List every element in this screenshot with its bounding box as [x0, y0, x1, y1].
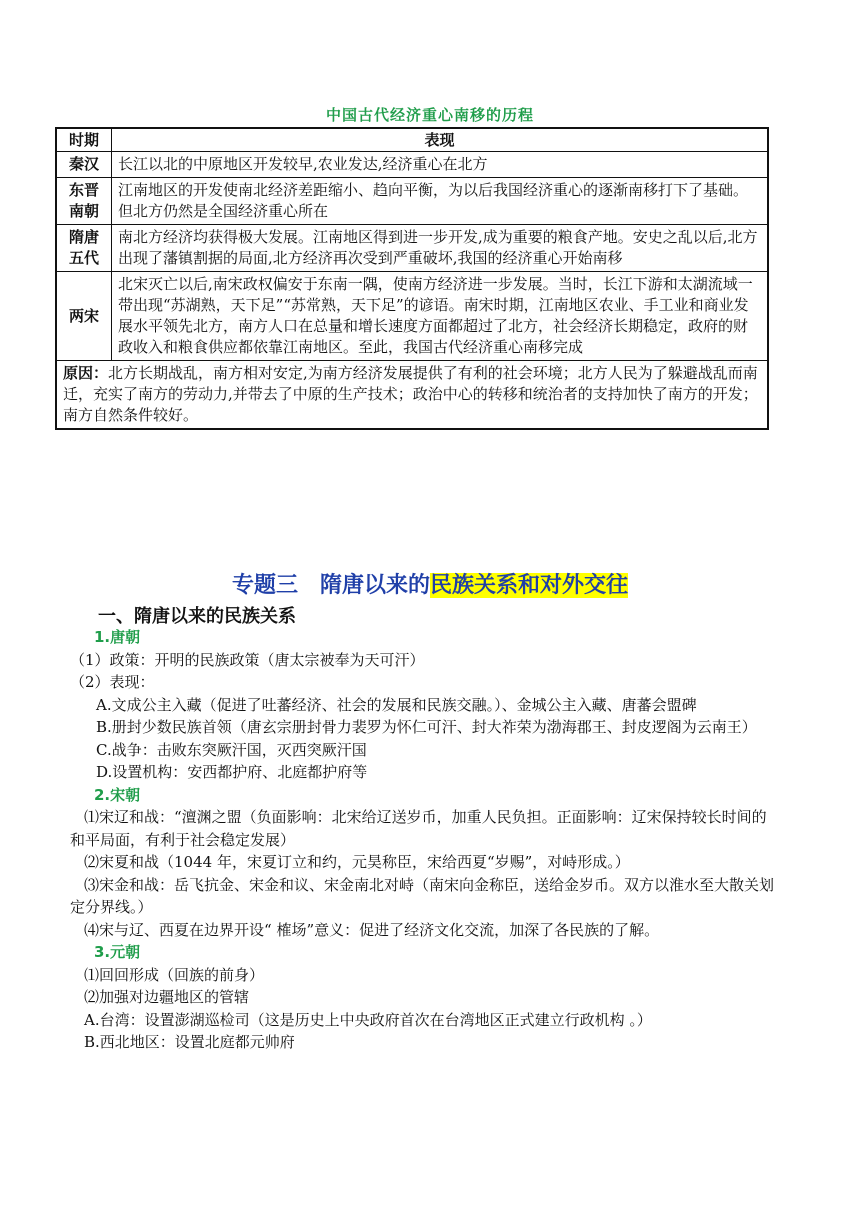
period-cell — [56, 178, 112, 225]
section-heading: 一、隋唐以来的民族关系 — [98, 606, 296, 627]
paragraph: ⑴宋辽和战：“澶渊之盟（负面影响：北宋给辽送岁币，加重人民负担。正面影响：辽宋保持较长时间的和平局面，有利于社会稳定发展） — [70, 808, 767, 849]
reason-cell — [56, 361, 768, 430]
table-row — [56, 152, 768, 178]
topic-heading — [0, 568, 860, 599]
paragraph: ⑴回回形成（回族的前身） — [84, 965, 265, 984]
paragraph: A.文成公主入藏（促进了吐蕃经济、社会的发展和民族交融。）、金城公主入藏、唐蕃会盟碑 — [96, 695, 697, 714]
period-label-2: 南朝 — [68, 202, 99, 220]
reason-row — [56, 361, 768, 430]
content-cell: 北宋灭亡以后,南宋政权偏安于东南一隅，使南方经济进一步发展。当时，长江下游和太湖流域一带出现“苏湖熟，天下足”“苏常熟，天下足”的谚语。南宋时期，江南地区农业、手工业和商业发展水平领先北方，南方人口在总量和增长速度方面都超过了北方，社会经济长期稳定，政府的财政收入和粮食供应都依靠江南地区。至此，我国古代经济重心南移完成 — [112, 272, 769, 361]
paragraph: B.西北地区：设置北庭都元帅府 — [84, 1033, 295, 1051]
content-cell: 江南地区的开发使南北经济差距缩小、趋向平衡，为以后我国经济重心的逐渐南移打下了基础。但北方仍然是全国经济重心所在 — [112, 178, 769, 225]
period-label: 两宋 — [68, 306, 99, 325]
header-period: 时期 — [56, 128, 112, 152]
paragraph: （1）政策：开明的民族政策（唐太宗被奉为天可汗） — [70, 650, 425, 669]
paragraph: B.册封少数民族首领（唐玄宗册封骨力裴罗为怀仁可汗、封大祚荣为渤海郡王、封皮逻阁为云南王） — [96, 718, 757, 736]
table-title: 中国古代经济重心南移的历程 — [325, 106, 534, 124]
table-row — [56, 178, 768, 225]
body-text — [70, 626, 780, 1054]
header-content: 表现 — [112, 128, 769, 152]
period-cell — [56, 225, 112, 272]
paragraph: C.战争：击败东突厥汗国，灭西突厥汗国 — [96, 740, 367, 759]
reason-label: 原因： — [63, 364, 109, 382]
period-cell — [56, 272, 112, 361]
period-label-2: 五代 — [68, 249, 99, 267]
history-table — [55, 127, 769, 430]
paragraph: ⑷宋与辽、西夏在边界开设“ 榷场”意义：促进了经济文化交流，加深了各民族的了解。 — [84, 920, 660, 939]
subheading-song: 2.宋朝 — [94, 785, 141, 804]
content-cell: 南北方经济均获得极大发展。江南地区得到进一步开发,成为重要的粮食产地。安史之乱以后,北方出现了藩镇割据的局面,北方经济再次受到严重破坏,我国的经济重心开始南移 — [112, 225, 769, 272]
content-cell: 长江以北的中原地区开发较早,农业发达,经济重心在北方 — [112, 152, 769, 178]
period-cell — [56, 152, 112, 178]
period-label: 秦汉 — [68, 155, 99, 173]
paragraph: D.设置机构：安西都护府、北庭都护府等 — [96, 763, 368, 781]
topic-highlight: 民族关系和对外交往 — [430, 573, 629, 598]
paragraph: （2）表现： — [70, 673, 155, 691]
table-header-row — [56, 128, 768, 152]
topic-prefix: 专题三 隋唐以来的 — [231, 573, 430, 598]
paragraph: ⑶宋金和战：岳飞抗金、宋金和议、宋金南北对峙（南宋向金称臣，送给金岁币。双方以淮水至大散关划定分界线。） — [70, 875, 775, 916]
reason-text: 北方长期战乱，南方相对安定,为南方经济发展提供了有利的社会环境；北方人民为了躲避战乱而南迁，充实了南方的劳动力,并带去了中原的生产技术；政治中心的转移和统治者的支持加快了南方的开发；南方自然条件较好。 — [63, 364, 758, 424]
paragraph: ⑵加强对边疆地区的管辖 — [84, 988, 250, 1006]
subheading-tang: 1.唐朝 — [94, 628, 141, 646]
paragraph: A.台湾：设置澎湖巡检司（这是历史上中央政府首次在台湾地区正式建立行政机构 。） — [84, 1010, 652, 1029]
table-row — [56, 225, 768, 272]
table-row — [56, 272, 768, 361]
paragraph: ⑵宋夏和战（1044 年，宋夏订立和约，元昊称臣，宋给西夏“岁赐”，对峙形成。） — [84, 853, 630, 871]
subheading-yuan: 3.元朝 — [94, 943, 141, 961]
period-label: 东晋 — [68, 181, 99, 199]
period-label: 隋唐 — [68, 228, 99, 246]
